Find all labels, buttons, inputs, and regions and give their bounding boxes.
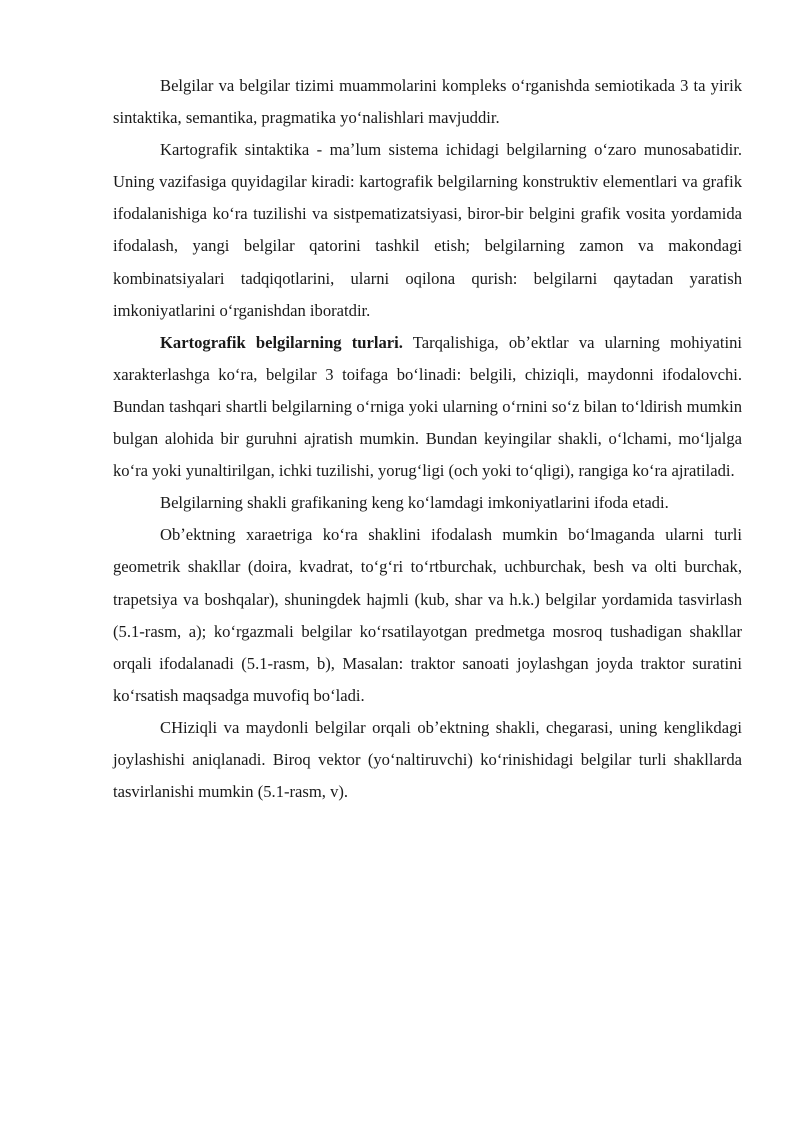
paragraph-cartographic-syntax: Kartografik sintaktika - maʼlum sistema ichidagi belgilarning oʻzaro munosabatidir. Uning vazifasiga quyidagilar kiradi: kartografik belgilarning konstruktiv elementlari va grafik ifodalanishiga koʻra tuzilishi va sistpematizatsiyasi, biror-bir belgini grafik vosita yordamida ifodalash, yangi belgilar qatorini tashkil etish; belgilarning zamon va makondagi kombinatsiyalari tadqiqotlarini, ularni oqilona qurish: belgilarni qaytadan yaratish imkoniyatlarini oʻrganishdan iboratdir. — [113, 140, 742, 320]
paragraph-sign-shape: Belgilarning shakli grafikaning keng koʻlamdagi imkoniyatlarini ifoda etadi. — [160, 493, 669, 513]
document-page — [113, 70, 742, 808]
section-heading: Kartografik belgilarning turlari. — [160, 332, 403, 352]
paragraph-sign-types — [113, 327, 742, 487]
sign-types-text: Tarqalishiga, obʼektlar va ularning mohiyatini xarakterlashga koʻra, belgilar 3 toifaga boʻlinadi: belgili, chiziqli, maydonni ifodalovchi. Bundan tashqari shartli belgilarning oʻrniga yoki ularning oʻrnini soʻz bilan toʻldirish mumkin bulgan alohida bir guruhni ajratish mumkin. Bundan keyingilar shakli, oʻlchami, moʻljalga koʻra yoki yunaltirilgan, ichki tuzilishi, yorugʻligi (och yoki toʻqligi), rangiga koʻra ajratiladi. — [113, 332, 742, 481]
paragraph-semiotics: Belgilar va belgilar tizimi muammolarini kompleks oʻrganishda semiotikada 3 ta yirik sintaktika, semantika, pragmatika yoʻnalishlari mavjuddir. — [113, 76, 742, 128]
paragraph-linear-area-signs: CHiziqli va maydonli belgilar orqali obʼektning shakli, chegarasi, uning kenglikdagi joylashishi aniqlanadi. Biroq vektor (yoʻnaltiruvchi) koʻrinishidagi belgilar turli shakllarda tasvirlanishi mumkin (5.1-rasm, v). — [113, 717, 742, 802]
paragraph-geometric-shapes: Obʼektning xaraetriga koʻra shaklini ifodalash mumkin boʻlmaganda ularni turli geometrik shakllar (doira, kvadrat, toʻgʻri toʻrtburchak, uchburchak, besh va olti burchak, trapetsiya va boshqalar), shuningdek hajmli (kub, shar va h.k.) belgilar yordamida tasvirlash (5.1-rasm, a); koʻrgazmali belgilar koʻrsatilayotgan predmetga mosroq tushadigan shakllar orqali ifodalanadi (5.1-rasm, b), Masalan: traktor sanoati joylashgan joyda traktor suratini koʻrsatish maqsadga muvofiq boʻladi. — [113, 525, 742, 705]
